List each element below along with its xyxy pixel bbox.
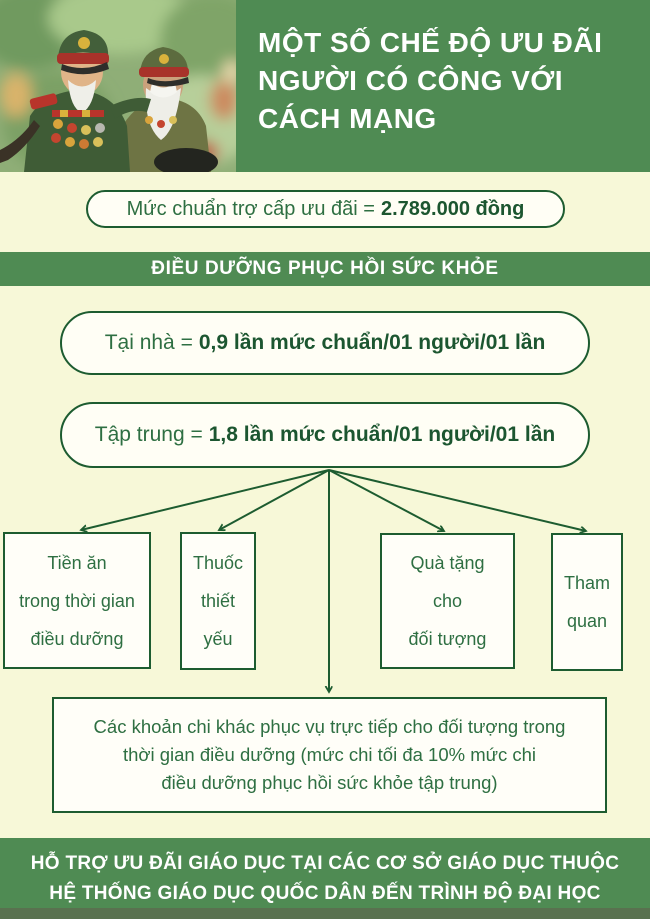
- section-band-title: ĐIỀU DƯỠNG PHỤC HỒI SỨC KHỎE: [151, 258, 499, 279]
- at-home-value: 0,9 lần mức chuẩn/01 người/01 lần: [198, 331, 546, 354]
- branch-meals-line-3: điều dưỡng: [30, 628, 124, 649]
- branch-sightseeing-line-2: quan: [566, 611, 608, 631]
- branch-meals-line-1: Tiền ăn: [47, 552, 107, 573]
- branch-gifts-line-2: cho: [432, 591, 463, 611]
- branch-medicine-line-3: yếu: [203, 629, 233, 649]
- other-expenses-line-1: Các khoản chi khác phục vụ trực tiếp cho đối tượng trong: [93, 716, 566, 737]
- centralized-value: 1,8 lần mức chuẩn/01 người/01 lần: [208, 423, 556, 446]
- arrow-to-meals: [81, 470, 329, 530]
- branch-box-sightseeing: [551, 533, 623, 671]
- branch-meals-line-2: trong thời gian: [19, 590, 135, 611]
- other-expenses-box: [52, 697, 607, 813]
- centralized-rate-pill: [60, 402, 590, 468]
- veterans-photo-icon: [0, 0, 236, 172]
- footer-line-1: HỖ TRỢ ƯU ĐÃI GIÁO DỤC TẠI CÁC CƠ SỞ GIÁO DỤC THUỘC: [30, 853, 620, 874]
- branch-gifts-line-3: đối tượng: [408, 629, 487, 649]
- arrow-to-gifts: [329, 470, 444, 531]
- branch-sightseeing-line-1: Tham: [563, 573, 610, 593]
- other-expenses-line-2: thời gian điều dưỡng (mức chi tối đa 10% mức chi: [122, 744, 537, 765]
- arrow-to-medicine: [219, 470, 329, 530]
- footer-line-2: HỆ THỐNG GIÁO DỤC QUỐC DÂN ĐẾN TRÌNH ĐỘ ĐẠI HỌC: [49, 883, 601, 904]
- footer-education-band: [0, 838, 650, 919]
- page-title-line-2: NGƯỜI CÓ CÔNG VỚI: [258, 65, 564, 96]
- page-title-line-1: MỘT SỐ CHẾ ĐỘ ƯU ĐÃI: [258, 27, 603, 58]
- standard-allowance-pill: [86, 190, 565, 228]
- branch-box-medicine: [180, 532, 256, 670]
- centralized-label: Tập trung =: [94, 423, 203, 446]
- branch-gifts-line-1: Quà tặng: [410, 553, 485, 573]
- standard-allowance-label: Mức chuẩn trợ cấp ưu đãi =: [126, 197, 375, 220]
- page-title-line-3: CÁCH MẠNG: [258, 103, 437, 134]
- header: [0, 0, 650, 172]
- standard-allowance-value: 2.789.000 đồng: [380, 197, 525, 220]
- at-home-rate-pill: [60, 311, 590, 375]
- arrow-to-sightseeing: [329, 470, 586, 531]
- at-home-label: Tại nhà =: [104, 331, 193, 354]
- branch-box-gifts: [380, 533, 515, 669]
- footer-bottom-strip: [0, 908, 650, 919]
- branch-medicine-line-1: Thuốc: [192, 553, 244, 573]
- branch-box-meals: [3, 532, 151, 669]
- section-band-health-care: [0, 252, 650, 286]
- other-expenses-line-3: điều dưỡng phục hồi sức khỏe tập trung): [161, 772, 498, 793]
- page-title: [236, 0, 610, 172]
- branch-medicine-line-2: thiết: [200, 591, 236, 611]
